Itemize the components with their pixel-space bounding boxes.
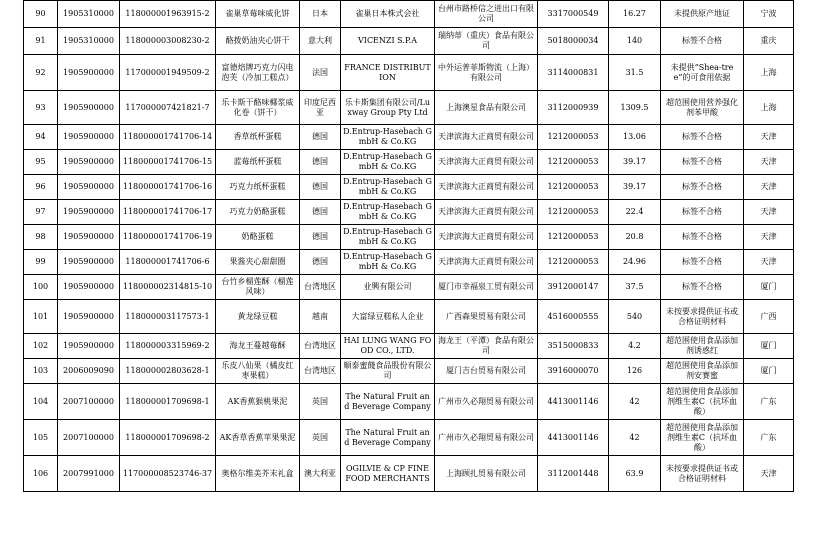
product-name-cell: 巧克力奶酪蛋糕 (216, 200, 300, 225)
hs-code-cell: 1905310000 (58, 1, 120, 28)
product-name-cell: 酪拨奶油夹心饼干 (216, 28, 300, 55)
origin-cell: 意大利 (300, 28, 341, 55)
row-number-cell: 105 (24, 420, 58, 456)
product-name-cell: 黄龙绿豆糕 (216, 300, 300, 334)
importer-cell: 广州市久必翔贸易有限公司 (435, 420, 538, 456)
port-cell: 广东 (744, 420, 794, 456)
product-name-cell: 奶酪蛋糕 (216, 225, 300, 250)
table-row (24, 150, 794, 175)
product-code-cell: 117000007421821-7 (120, 91, 216, 125)
origin-cell: 澳大利亚 (300, 456, 341, 492)
registration-cell: 3114000831 (538, 55, 609, 91)
registration-cell: 1212000053 (538, 125, 609, 150)
table-row (24, 275, 794, 300)
origin-cell: 德国 (300, 225, 341, 250)
port-cell: 上海 (744, 55, 794, 91)
table-row (24, 91, 794, 125)
table-row (24, 300, 794, 334)
table-row (24, 456, 794, 492)
product-code-cell: 118000003315969-2 (120, 334, 216, 359)
weight-cell: 39.17 (609, 175, 661, 200)
product-name-cell: 蓝莓纸杯蛋糕 (216, 150, 300, 175)
registration-cell: 1212000053 (538, 150, 609, 175)
hs-code-cell: 1905900000 (58, 225, 120, 250)
origin-cell: 台湾地区 (300, 334, 341, 359)
origin-cell: 日本 (300, 1, 341, 28)
port-cell: 重庆 (744, 28, 794, 55)
importer-cell: 天津滨海大正商贸有限公司 (435, 150, 538, 175)
port-cell: 天津 (744, 150, 794, 175)
manufacturer-cell: 业興有限公司 (341, 275, 435, 300)
row-number-cell: 97 (24, 200, 58, 225)
importer-cell: 天津滨海大正商贸有限公司 (435, 175, 538, 200)
table-row (24, 125, 794, 150)
hs-code-cell: 1905900000 (58, 125, 120, 150)
importer-cell: 中外运普菲斯物流（上海）有限公司 (435, 55, 538, 91)
weight-cell: 20.8 (609, 225, 661, 250)
importer-cell: 上海顾扎贸易有限公司 (435, 456, 538, 492)
row-number-cell: 90 (24, 1, 58, 28)
hs-code-cell: 1905900000 (58, 55, 120, 91)
port-cell: 天津 (744, 456, 794, 492)
registration-cell: 1212000053 (538, 250, 609, 275)
weight-cell: 31.5 (609, 55, 661, 91)
registration-cell: 4413001146 (538, 384, 609, 420)
product-code-cell: 118000001741706-15 (120, 150, 216, 175)
manufacturer-cell: HAI LUNG WANG FOOD CO., LTD. (341, 334, 435, 359)
table-row (24, 200, 794, 225)
hs-code-cell: 1905900000 (58, 275, 120, 300)
manufacturer-cell: VICENZI S.P.A (341, 28, 435, 55)
origin-cell: 法国 (300, 55, 341, 91)
weight-cell: 140 (609, 28, 661, 55)
reason-cell: 未提供原产地证 (661, 1, 744, 28)
table-container (23, 0, 793, 492)
product-name-cell: 富德焙牌巧克力闪电泡芙（冷加工糕点） (216, 55, 300, 91)
product-code-cell: 118000001963915-2 (120, 1, 216, 28)
product-code-cell: 118000002314815-10 (120, 275, 216, 300)
table-row (24, 359, 794, 384)
registration-cell: 3515000833 (538, 334, 609, 359)
row-number-cell: 100 (24, 275, 58, 300)
manufacturer-cell: D.Entrup-Hasebach GmbH & Co.KG (341, 250, 435, 275)
reason-cell: 超范围使用食品添加剂维生素C（抗坏血酸） (661, 420, 744, 456)
product-name-cell: AK香蕉猴桃果泥 (216, 384, 300, 420)
hs-code-cell: 1905900000 (58, 300, 120, 334)
registration-cell: 4516000555 (538, 300, 609, 334)
weight-cell: 37.5 (609, 275, 661, 300)
importer-cell: 天津滨海大正商贸有限公司 (435, 225, 538, 250)
manufacturer-cell: D.Entrup-Hasebach GmbH & Co.KG (341, 200, 435, 225)
reason-cell: 标签不合格 (661, 125, 744, 150)
origin-cell: 台湾地区 (300, 275, 341, 300)
product-code-cell: 118000003008230-2 (120, 28, 216, 55)
hs-code-cell: 1905900000 (58, 334, 120, 359)
product-code-cell: 117000001949509-2 (120, 55, 216, 91)
row-number-cell: 96 (24, 175, 58, 200)
registration-cell: 1212000053 (538, 225, 609, 250)
hs-code-cell: 2007100000 (58, 384, 120, 420)
inspection-table (23, 0, 794, 492)
table-row (24, 250, 794, 275)
weight-cell: 22.4 (609, 200, 661, 225)
row-number-cell: 106 (24, 456, 58, 492)
manufacturer-cell: OGILVIE & CP FINE FOOD MERCHANTS (341, 456, 435, 492)
table-row (24, 334, 794, 359)
row-number-cell: 104 (24, 384, 58, 420)
registration-cell: 5018000034 (538, 28, 609, 55)
hs-code-cell: 1905310000 (58, 28, 120, 55)
importer-cell: 瑞纳蒂（重庆）食品有限公司 (435, 28, 538, 55)
registration-cell: 1212000053 (538, 200, 609, 225)
weight-cell: 24.96 (609, 250, 661, 275)
row-number-cell: 98 (24, 225, 58, 250)
port-cell: 上海 (744, 91, 794, 125)
manufacturer-cell: The Natural Fruit and Beverage Company (341, 384, 435, 420)
manufacturer-cell: D.Entrup-Hasebach GmbH & Co.KG (341, 150, 435, 175)
product-code-cell: 118000001741706-14 (120, 125, 216, 150)
reason-cell: 未按要求提供证书或合格证明材料 (661, 300, 744, 334)
origin-cell: 英国 (300, 384, 341, 420)
reason-cell: 未提供“Shea-tree”的可食用依据 (661, 55, 744, 91)
manufacturer-cell: 順泰蜜餞食品股份有限公司 (341, 359, 435, 384)
port-cell: 天津 (744, 250, 794, 275)
origin-cell: 英国 (300, 420, 341, 456)
weight-cell: 42 (609, 420, 661, 456)
row-number-cell: 103 (24, 359, 58, 384)
registration-cell: 3317000549 (538, 1, 609, 28)
table-body (24, 1, 794, 492)
hs-code-cell: 2006009090 (58, 359, 120, 384)
weight-cell: 126 (609, 359, 661, 384)
port-cell: 天津 (744, 200, 794, 225)
hs-code-cell: 2007100000 (58, 420, 120, 456)
product-name-cell: 巧克力纸杯蛋糕 (216, 175, 300, 200)
weight-cell: 39.17 (609, 150, 661, 175)
row-number-cell: 99 (24, 250, 58, 275)
manufacturer-cell: 乐卡斯集团有限公司/Luxway Group Pty Ltd (341, 91, 435, 125)
importer-cell: 天津滨海大正商贸有限公司 (435, 250, 538, 275)
product-name-cell: 奥格尔维美芥末礼盒 (216, 456, 300, 492)
weight-cell: 1309.5 (609, 91, 661, 125)
weight-cell: 63.9 (609, 456, 661, 492)
product-code-cell: 118000001741706-19 (120, 225, 216, 250)
port-cell: 广西 (744, 300, 794, 334)
product-name-cell: 果酱夹心甜甜圈 (216, 250, 300, 275)
registration-cell: 3112000939 (538, 91, 609, 125)
row-number-cell: 92 (24, 55, 58, 91)
row-number-cell: 101 (24, 300, 58, 334)
importer-cell: 天津滨海大正商贸有限公司 (435, 200, 538, 225)
manufacturer-cell: 雀巢日本株式会社 (341, 1, 435, 28)
product-name-cell: AK香草香蕉苹果果泥 (216, 420, 300, 456)
origin-cell: 德国 (300, 250, 341, 275)
reason-cell: 标签不合格 (661, 275, 744, 300)
origin-cell: 台湾地区 (300, 359, 341, 384)
port-cell: 厦门 (744, 275, 794, 300)
table-row (24, 225, 794, 250)
hs-code-cell: 1905900000 (58, 250, 120, 275)
manufacturer-cell: 大富绿豆糕私人企业 (341, 300, 435, 334)
importer-cell: 海龙王（平潭）食品有限公司 (435, 334, 538, 359)
port-cell: 厦门 (744, 334, 794, 359)
reason-cell: 未按要求提供证书或合格证明材料 (661, 456, 744, 492)
hs-code-cell: 1905900000 (58, 200, 120, 225)
row-number-cell: 94 (24, 125, 58, 150)
table-row (24, 420, 794, 456)
origin-cell: 印度尼西亚 (300, 91, 341, 125)
product-name-cell: 台竹乡榴莲酥（榴莲风味） (216, 275, 300, 300)
table-row (24, 55, 794, 91)
product-name-cell: 乐皮八仙果（橘皮红枣果糕） (216, 359, 300, 384)
reason-cell: 标签不合格 (661, 225, 744, 250)
importer-cell: 上海澳星食品有限公司 (435, 91, 538, 125)
product-code-cell: 118000001709698-1 (120, 384, 216, 420)
row-number-cell: 91 (24, 28, 58, 55)
manufacturer-cell: The Natural Fruit and Beverage Company (341, 420, 435, 456)
row-number-cell: 93 (24, 91, 58, 125)
manufacturer-cell: D.Entrup-Hasebach GmbH & Co.KG (341, 225, 435, 250)
hs-code-cell: 2007991000 (58, 456, 120, 492)
importer-cell: 厦门吉台贸易有限公司 (435, 359, 538, 384)
reason-cell: 标签不合格 (661, 175, 744, 200)
reason-cell: 超范围使用营养强化剂苯甲酸 (661, 91, 744, 125)
product-code-cell: 118000001741706-17 (120, 200, 216, 225)
product-code-cell: 118000001741706-6 (120, 250, 216, 275)
product-code-cell: 118000001741706-16 (120, 175, 216, 200)
reason-cell: 标签不合格 (661, 28, 744, 55)
manufacturer-cell: D.Entrup-Hasebach GmbH & Co.KG (341, 125, 435, 150)
row-number-cell: 102 (24, 334, 58, 359)
port-cell: 宁波 (744, 1, 794, 28)
table-row (24, 384, 794, 420)
hs-code-cell: 1905900000 (58, 150, 120, 175)
reason-cell: 超范围使用食品添加剂诱惑红 (661, 334, 744, 359)
reason-cell: 超范围使用食品添加剂安赛蜜 (661, 359, 744, 384)
registration-cell: 3912000147 (538, 275, 609, 300)
reason-cell: 标签不合格 (661, 250, 744, 275)
origin-cell: 越南 (300, 300, 341, 334)
registration-cell: 3916000070 (538, 359, 609, 384)
product-code-cell: 118000003117573-1 (120, 300, 216, 334)
port-cell: 天津 (744, 125, 794, 150)
importer-cell: 厦门市幸福泉工贸有限公司 (435, 275, 538, 300)
product-code-cell: 118000002803628-1 (120, 359, 216, 384)
importer-cell: 广州市久必翔贸易有限公司 (435, 384, 538, 420)
port-cell: 天津 (744, 225, 794, 250)
weight-cell: 4.2 (609, 334, 661, 359)
product-name-cell: 香草纸杯蛋糕 (216, 125, 300, 150)
weight-cell: 42 (609, 384, 661, 420)
product-name-cell: 海龙王蔓越莓酥 (216, 334, 300, 359)
product-name-cell: 乐卡斯干酪味椰浆威化卷（饼干） (216, 91, 300, 125)
hs-code-cell: 1905900000 (58, 175, 120, 200)
hs-code-cell: 1905900000 (58, 91, 120, 125)
port-cell: 天津 (744, 175, 794, 200)
weight-cell: 540 (609, 300, 661, 334)
importer-cell: 广西森果贸易有限公司 (435, 300, 538, 334)
registration-cell: 4413001146 (538, 420, 609, 456)
port-cell: 厦门 (744, 359, 794, 384)
row-number-cell: 95 (24, 150, 58, 175)
importer-cell: 台州市路桥信之进出口有限公司 (435, 1, 538, 28)
registration-cell: 1212000053 (538, 175, 609, 200)
table-row (24, 1, 794, 28)
reason-cell: 标签不合格 (661, 200, 744, 225)
origin-cell: 德国 (300, 175, 341, 200)
product-code-cell: 117000008523746-37 (120, 456, 216, 492)
reason-cell: 超范围使用食品添加剂维生素C（抗坏血酸） (661, 384, 744, 420)
port-cell: 广东 (744, 384, 794, 420)
manufacturer-cell: FRANCE DISTRIBUTION (341, 55, 435, 91)
product-name-cell: 雀巢草莓味威化饼 (216, 1, 300, 28)
table-row (24, 28, 794, 55)
importer-cell: 天津滨海大正商贸有限公司 (435, 125, 538, 150)
weight-cell: 16.27 (609, 1, 661, 28)
reason-cell: 标签不合格 (661, 150, 744, 175)
weight-cell: 13.06 (609, 125, 661, 150)
origin-cell: 德国 (300, 150, 341, 175)
origin-cell: 德国 (300, 125, 341, 150)
table-row (24, 175, 794, 200)
product-code-cell: 118000001709698-2 (120, 420, 216, 456)
origin-cell: 德国 (300, 200, 341, 225)
manufacturer-cell: D.Entrup-Hasebach GmbH & Co.KG (341, 175, 435, 200)
registration-cell: 3112001448 (538, 456, 609, 492)
